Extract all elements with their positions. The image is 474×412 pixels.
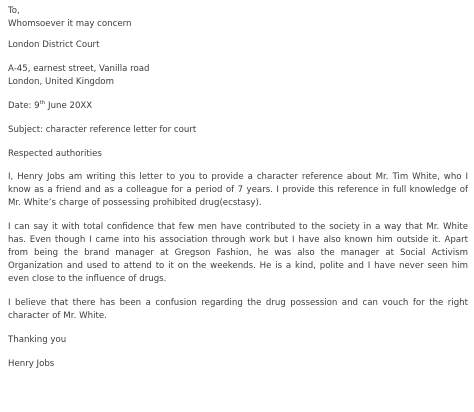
- signature: Henry Jobs: [8, 359, 55, 369]
- subject-line: Subject: character reference letter for court: [8, 125, 197, 135]
- paragraph-1: I, Henry Jobs am writing this letter to you to provide a character reference about Mr. Tim White, who I know as a friend and as a colleague for a period of 7 years. I provide this reference in full knowledge of Mr. White’s charge of possessing prohibited drug(ecstasy).: [8, 172, 468, 208]
- date-suffix: th: [39, 100, 46, 107]
- paragraph-2: I can say it with total confidence that few men have contributed to the society in a way that Mr. White has. Even though I came into his association through work but I have also known him outside it. Apart from being the brand manager at Gregson Fashion, he was also the manager at Social Activism Organization and used to attend to it on the weekends. He is a kind, polite and I have never seen him even close to the influence of drugs.: [8, 222, 468, 284]
- date-line: [8, 100, 468, 113]
- closing: Thanking you: [8, 335, 67, 345]
- paragraph-3: I believe that there has been a confusion regarding the drug possession and can vouch for the right character of Mr. White.: [8, 298, 468, 321]
- date-prefix: Date: 9: [8, 101, 40, 111]
- date-rest: June 20XX: [45, 101, 93, 111]
- address-line-2: London, United Kingdom: [8, 77, 114, 87]
- salutation: Respected authorities: [8, 149, 102, 159]
- address-line-1: A-45, earnest street, Vanilla road: [8, 64, 150, 74]
- to-line: To,: [8, 6, 20, 16]
- court-name: London District Court: [8, 40, 100, 50]
- letter-body: [8, 0, 468, 371]
- recipient-line: Whomsoever it may concern: [8, 19, 132, 29]
